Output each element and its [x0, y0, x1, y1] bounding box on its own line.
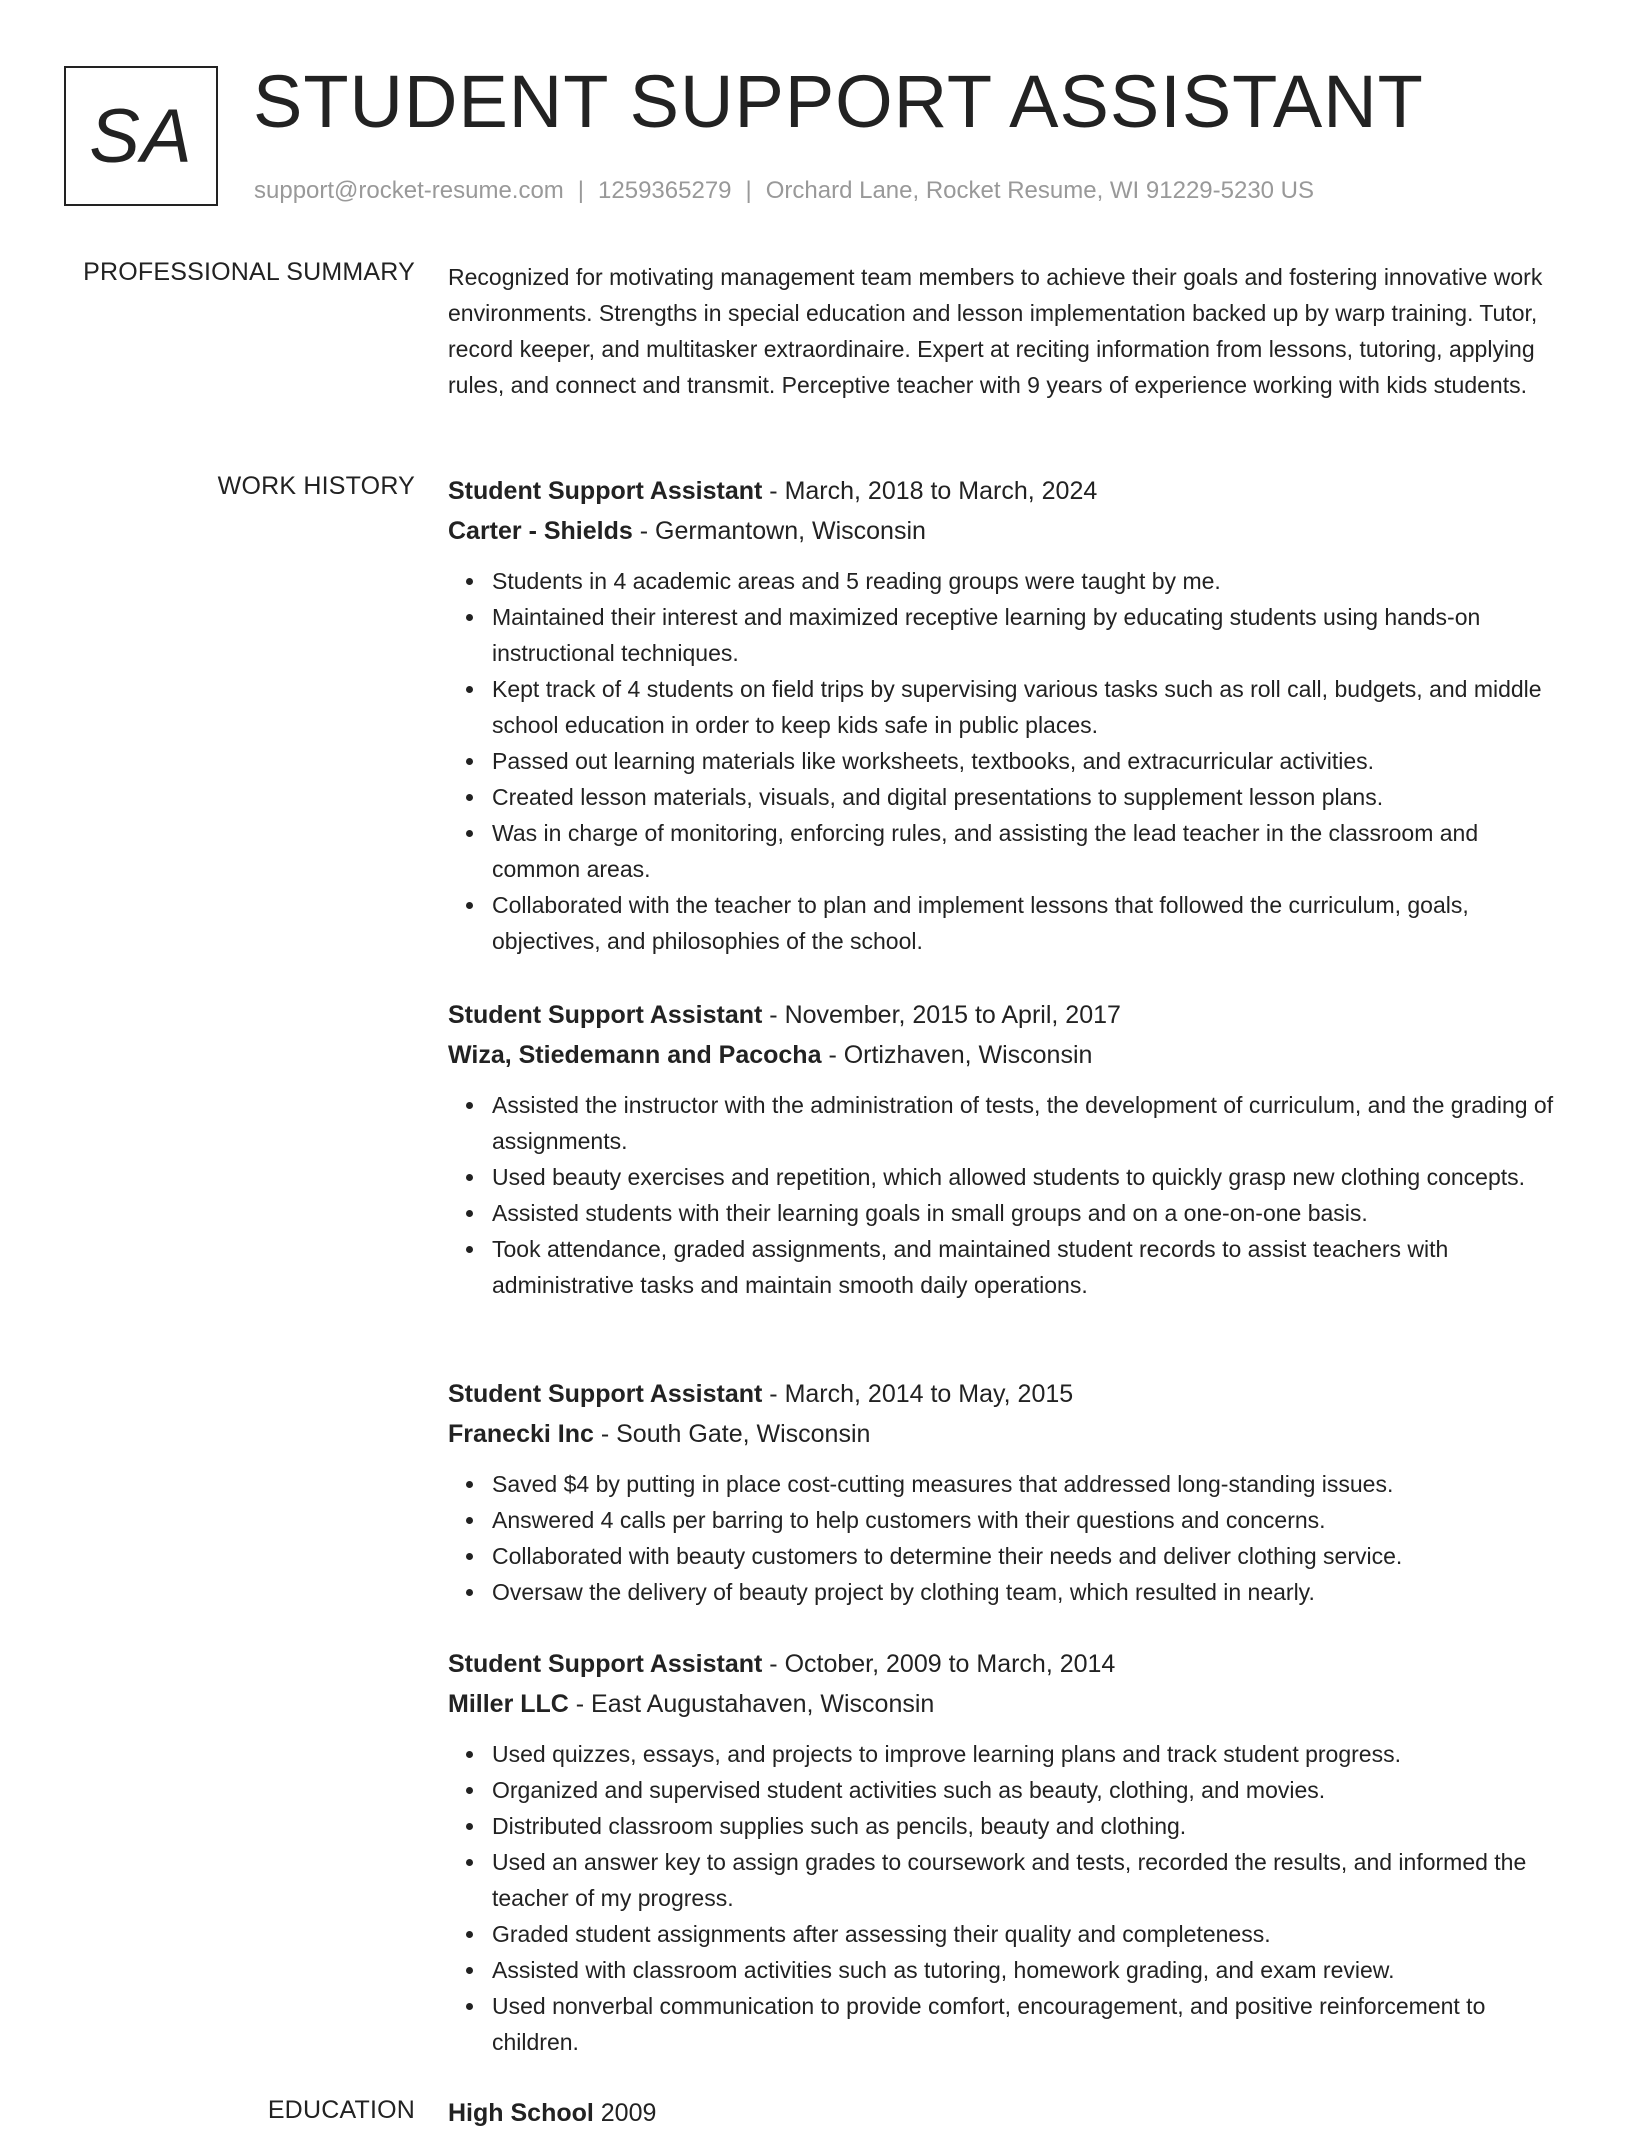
job-dates: - November, 2015 to April, 2017: [762, 1001, 1121, 1029]
contact-separator: |: [577, 177, 585, 204]
job-bullet-list: [448, 1087, 1568, 1303]
job-company-line: [448, 1414, 1568, 1454]
job-title: Student Support Assistant: [448, 1001, 763, 1029]
education-year: 2009: [593, 2099, 657, 2127]
job-bullet: Oversaw the delivery of beauty project by clothing team, which resulted in nearly.: [492, 1574, 1568, 1610]
job-location: - East Augustahaven, Wisconsin: [568, 1690, 935, 1718]
job-bullet: Passed out learning materials like worksheets, textbooks, and extracurricular activities.: [492, 743, 1568, 779]
job-title: Student Support Assistant: [448, 477, 763, 505]
contact-line: [254, 174, 1314, 208]
job-bullet: Organized and supervised student activities such as beauty, clothing, and movies.: [492, 1772, 1568, 1808]
job-bullet: Assisted with classroom activities such as tutoring, homework grading, and exam review.: [492, 1952, 1568, 1988]
job-dates: - March, 2018 to March, 2024: [762, 477, 1098, 505]
job-company: Wiza, Stiedemann and Pacocha: [448, 1041, 822, 1069]
job-company-line: [448, 511, 1568, 551]
job-bullet: Answered 4 calls per barring to help customers with their questions and concerns.: [492, 1502, 1568, 1538]
job-title-line: [448, 1374, 1568, 1414]
job-bullet: Used quizzes, essays, and projects to improve learning plans and track student progress.: [492, 1736, 1568, 1772]
job-bullet: Saved $4 by putting in place cost-cutting measures that addressed long-standing issues.: [492, 1466, 1568, 1502]
resume-title: STUDENT SUPPORT ASSISTANT: [253, 60, 1424, 143]
summary-section: [448, 259, 1568, 403]
job-bullet-list: [448, 563, 1568, 959]
job-bullet: Students in 4 academic areas and 5 reading groups were taught by me.: [492, 563, 1568, 599]
education-entry: [448, 2093, 1568, 2133]
job-bullet: Created lesson materials, visuals, and digital presentations to supplement lesson plans.: [492, 779, 1568, 815]
job-bullet: Assisted the instructor with the administration of tests, the development of curriculum, and the grading of assignments.: [492, 1087, 1568, 1159]
contact-phone[interactable]: 1259365279: [598, 177, 732, 204]
job-company: Miller LLC: [448, 1690, 569, 1718]
job-bullet: Maintained their interest and maximized receptive learning by educating students using hands-on instructional techniques.: [492, 599, 1568, 671]
job-location: - South Gate, Wisconsin: [593, 1420, 871, 1448]
job-dates: - October, 2009 to March, 2014: [762, 1650, 1116, 1678]
job-title-line: [448, 471, 1568, 511]
job-bullet-list: [448, 1736, 1568, 2060]
summary-text: Recognized for motivating management team members to achieve their goals and fostering innovative work environments. Strengths in special education and lesson implementation backed up by warp training. Tutor, record keeper, and multitasker extraordinaire. Expert at reciting information from lessons, tutoring, applying rules, and connect and transmit. Perceptive teacher with 9 years of experience working with kids students.: [448, 264, 1543, 398]
education-degree: High School: [448, 2099, 594, 2127]
monogram-box: [64, 66, 218, 206]
job-bullet: Kept track of 4 students on field trips by supervising various tasks such as roll call, budgets, and middle school education in order to keep kids safe in public places.: [492, 671, 1568, 743]
job-bullet: Assisted students with their learning goals in small groups and on a one-on-one basis.: [492, 1195, 1568, 1231]
job-bullet: Took attendance, graded assignments, and maintained student records to assist teachers with administrative tasks and maintain smooth daily operations.: [492, 1231, 1568, 1303]
job-location: - Ortizhaven, Wisconsin: [821, 1041, 1093, 1069]
job-company: Carter - Shields: [448, 517, 633, 545]
job-entry: [448, 1374, 1568, 1610]
section-label-summary: PROFESSIONAL SUMMARY: [83, 258, 415, 286]
job-company: Franecki Inc: [448, 1420, 594, 1448]
job-title-line: [448, 995, 1568, 1035]
section-label-work-history: WORK HISTORY: [217, 472, 415, 500]
job-entry: [448, 471, 1568, 959]
job-bullet: Used nonverbal communication to provide comfort, encouragement, and positive reinforcement to children.: [492, 1988, 1568, 2060]
education-line: [448, 2093, 1568, 2133]
contact-email[interactable]: support@rocket-resume.com: [254, 177, 564, 204]
job-company-line: [448, 1035, 1568, 1075]
job-bullet: Collaborated with beauty customers to determine their needs and deliver clothing service.: [492, 1538, 1568, 1574]
section-label-education: EDUCATION: [267, 2096, 415, 2124]
job-bullet: Collaborated with the teacher to plan and implement lessons that followed the curriculum, goals, objectives, and philosophies of the school.: [492, 887, 1568, 959]
job-entry: [448, 1644, 1568, 2060]
job-location: - Germantown, Wisconsin: [632, 517, 926, 545]
job-company-line: [448, 1684, 1568, 1724]
job-bullet: Used an answer key to assign grades to coursework and tests, recorded the results, and informed the teacher of my progress.: [492, 1844, 1568, 1916]
contact-separator: |: [745, 177, 752, 204]
job-bullet-list: [448, 1466, 1568, 1610]
job-bullet: Was in charge of monitoring, enforcing rules, and assisting the lead teacher in the classroom and common areas.: [492, 815, 1568, 887]
job-bullet: Distributed classroom supplies such as pencils, beauty and clothing.: [492, 1808, 1568, 1844]
job-title-line: [448, 1644, 1568, 1684]
job-bullet: Used beauty exercises and repetition, which allowed students to quickly grasp new clothing concepts.: [492, 1159, 1568, 1195]
job-title: Student Support Assistant: [448, 1380, 763, 1408]
job-entry: [448, 995, 1568, 1303]
contact-address: Orchard Lane, Rocket Resume, WI 91229-5230 US: [765, 177, 1315, 204]
monogram-initials: SA: [89, 93, 193, 179]
job-title: Student Support Assistant: [448, 1650, 763, 1678]
job-bullet: Graded student assignments after assessing their quality and completeness.: [492, 1916, 1568, 1952]
job-dates: - March, 2014 to May, 2015: [762, 1380, 1074, 1408]
